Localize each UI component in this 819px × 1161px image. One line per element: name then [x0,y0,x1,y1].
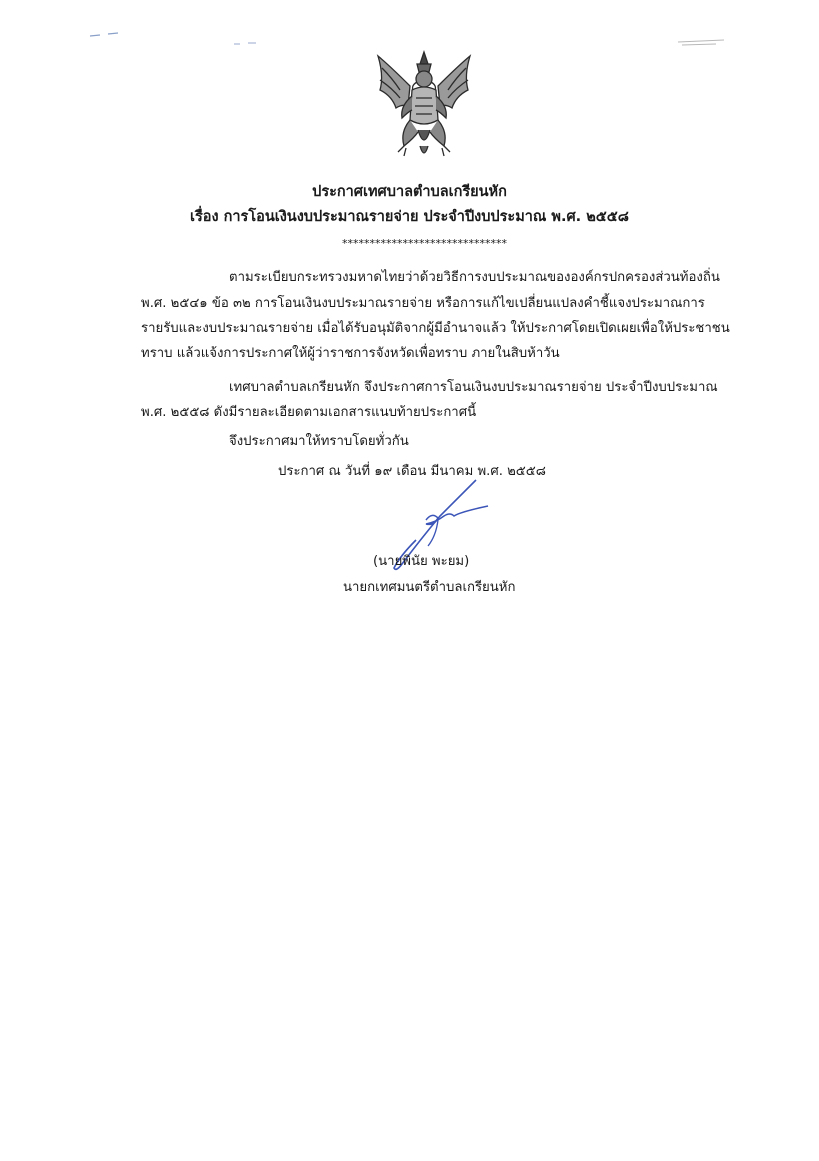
paragraph1-line1: ตามระเบียบกระทรวงมหาดไทยว่าด้วยวิธีการงบประมาณขององค์กรปกครองส่วนท้องถิ่น [229,270,720,285]
scan-mark [232,40,262,48]
paragraph2-line1: เทศบาลตำบลเกรียนหัก จึงประกาศการโอนเงินงบประมาณรายจ่าย ประจำปีงบประมาณ [229,380,718,395]
paragraph1-line3: รายรับและงบประมาณรายจ่าย เมื่อได้รับอนุมัติจากผู้มีอำนาจแล้ว ให้ประกาศโดยเปิดเผยเพื่อให้ประชาชน [141,321,730,336]
paragraph1-line4: ทราบ แล้วแจ้งการประกาศให้ผู้ว่าราชการจังหวัดเพื่อทราบ ภายในสิบห้าวัน [141,346,560,361]
scan-mark [676,36,726,48]
signer-position: นายกเทศมนตรีตำบลเกรียนหัก [343,580,516,595]
announcement-title: ประกาศเทศบาลตำบลเกรียนหัก [312,184,507,200]
scan-mark [88,30,128,40]
separator: ****************************** [342,237,507,250]
announcement-subject: เรื่อง การโอนเงินงบประมาณรายจ่าย ประจำปีงบประมาณ พ.ศ. ๒๕๕๘ [190,209,629,225]
garuda-emblem-icon [370,46,478,164]
paragraph1-line2: พ.ศ. ๒๕๔๑ ข้อ ๓๒ การโอนเงินงบประมาณรายจ่าย หรือการแก้ไขเปลี่ยนแปลงคำชี้แจงประมาณการ [141,296,705,311]
paragraph2-line2: พ.ศ. ๒๕๕๘ ดังมีรายละเอียดตามเอกสารแนบท้ายประกาศนี้ [141,405,477,420]
date-line: ประกาศ ณ วันที่ ๑๙ เดือน มีนาคม พ.ศ. ๒๕๕๘ [278,464,546,479]
closing-line: จึงประกาศมาให้ทราบโดยทั่วกัน [229,434,409,449]
signer-name: (นายพินัย พะยม) [373,554,470,569]
